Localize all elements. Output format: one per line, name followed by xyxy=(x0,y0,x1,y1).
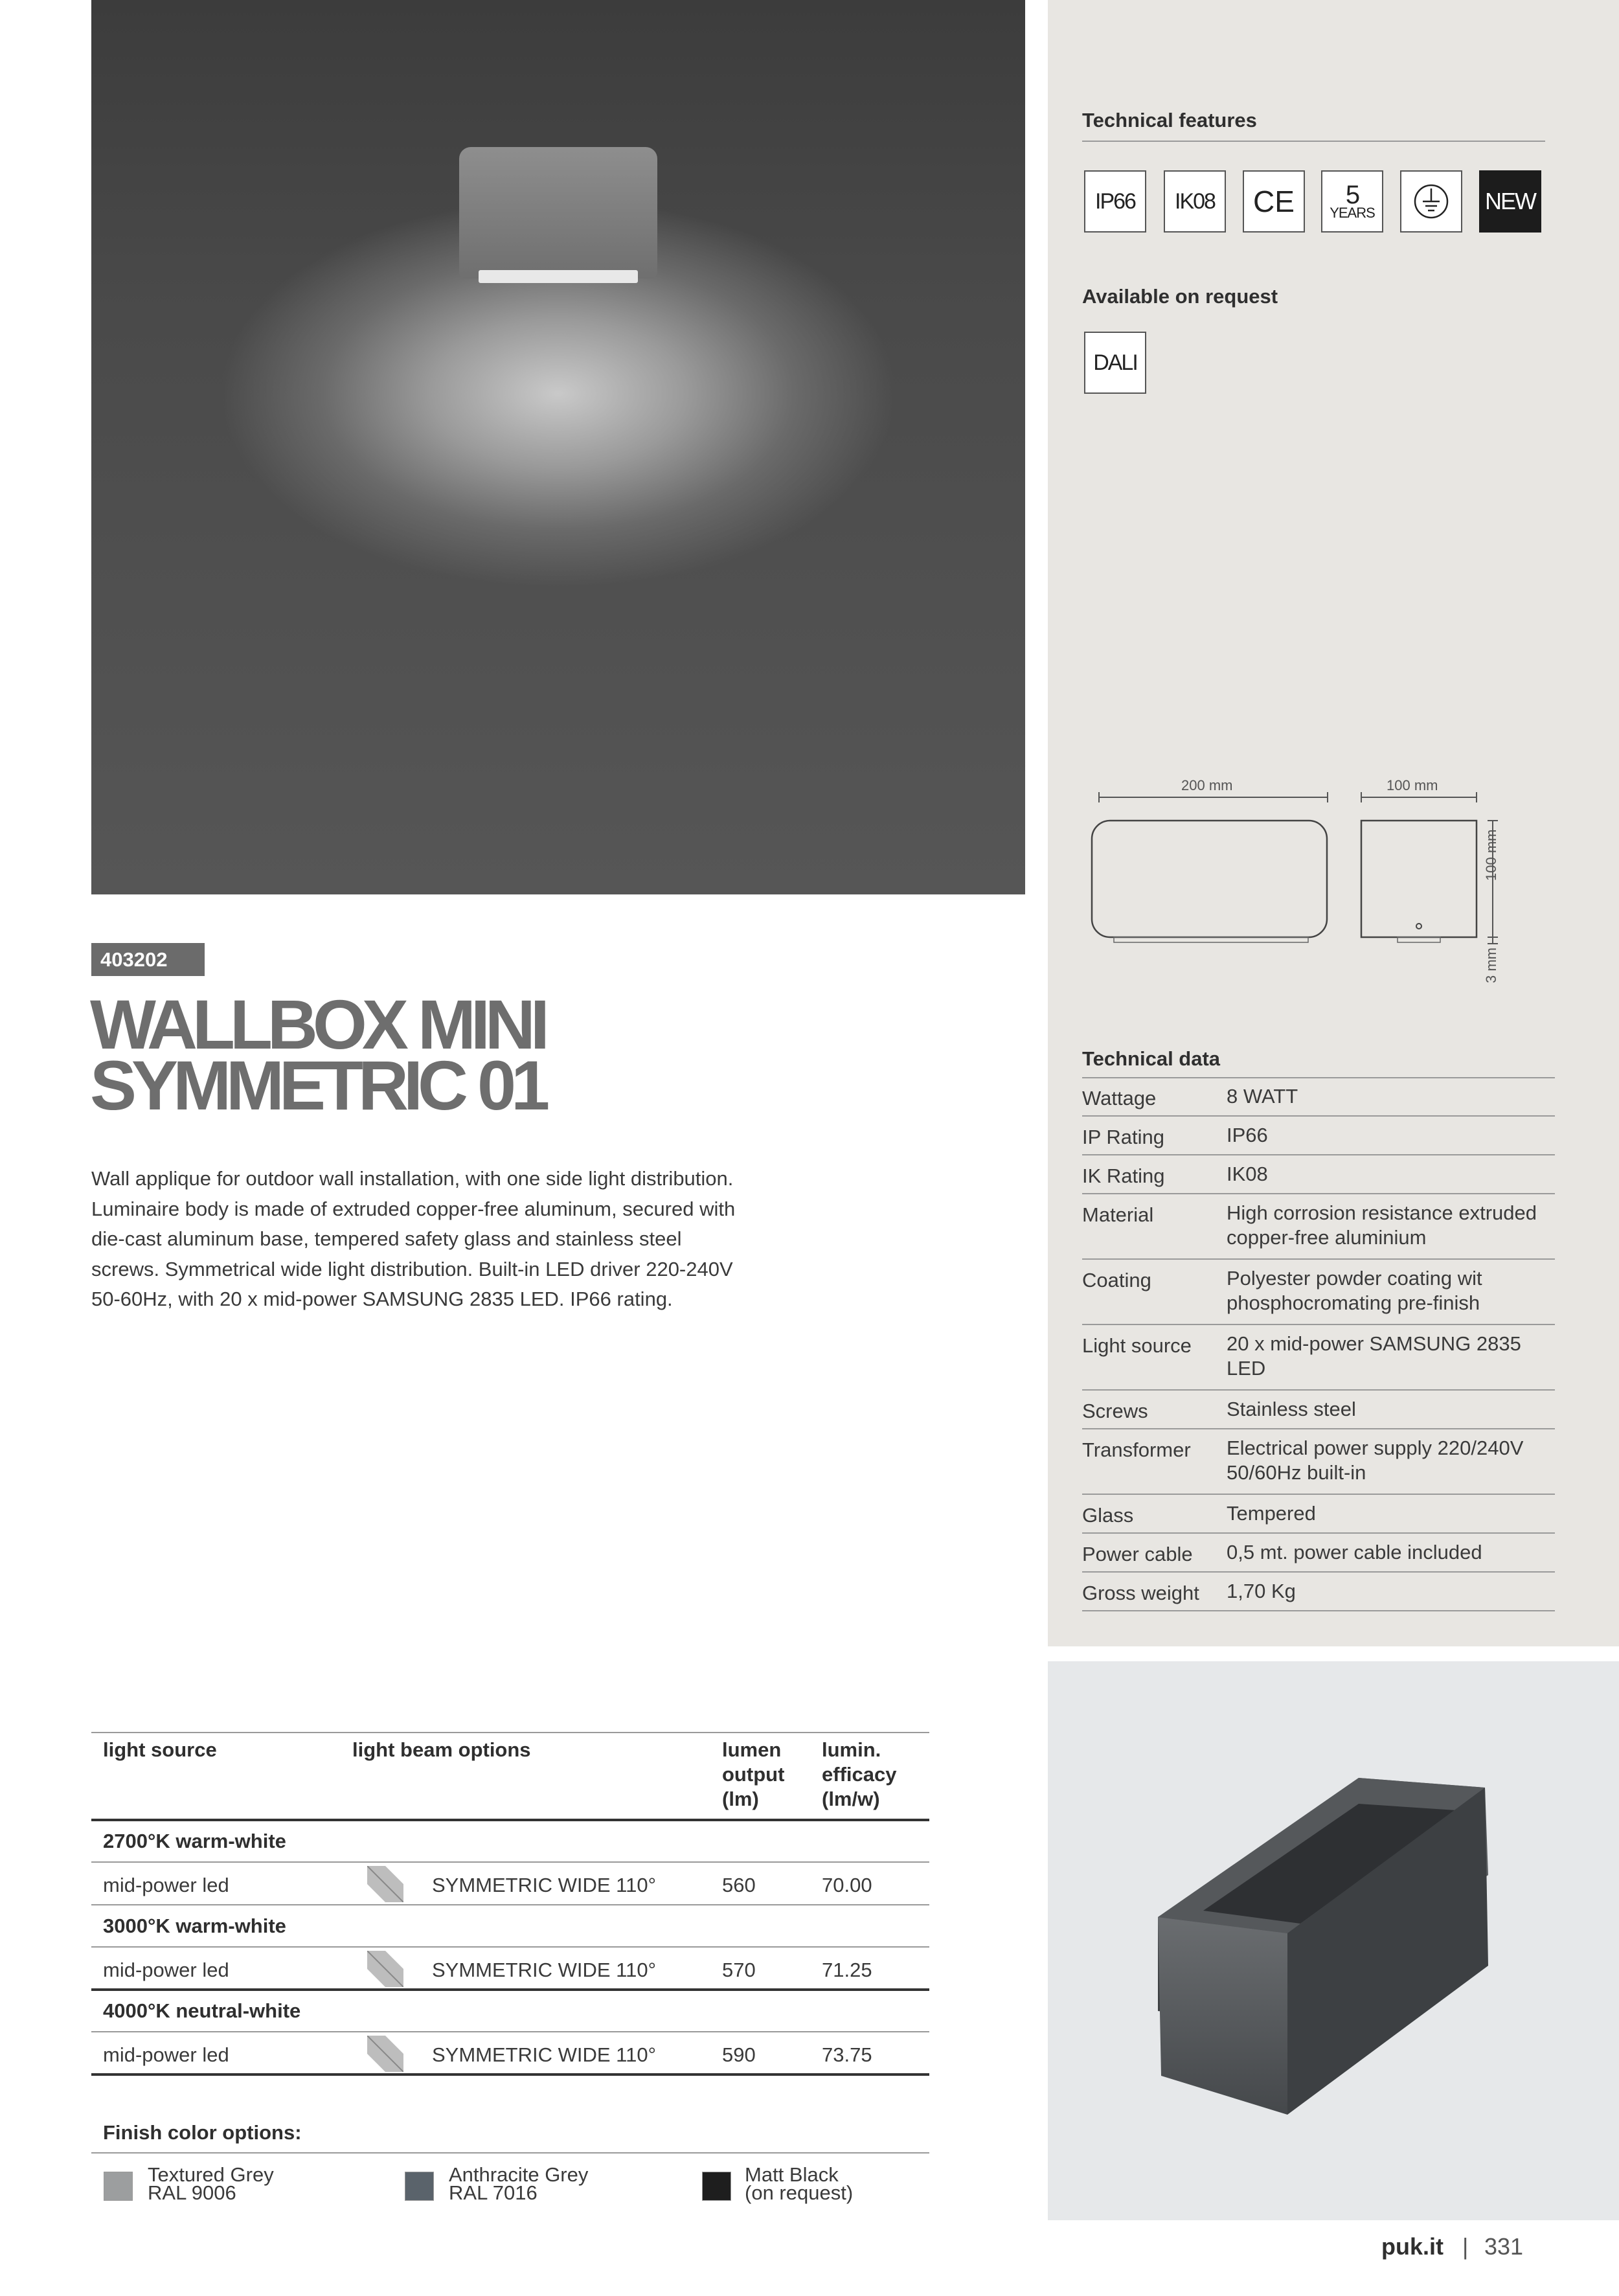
tech-value: 8 WATT xyxy=(1227,1085,1298,1108)
earth-ground-symbol xyxy=(1412,182,1451,221)
dim-depth-label: 100 mm xyxy=(1387,777,1438,793)
product-photo xyxy=(1048,1661,1619,2220)
earth-ground-icon xyxy=(1400,170,1462,233)
divider xyxy=(91,2152,929,2154)
swatch-anthracite-grey xyxy=(405,2172,434,2201)
tech-key: IK Rating xyxy=(1082,1165,1165,1187)
tech-row-gross-weight xyxy=(1082,1573,1555,1611)
temp-2700: 2700°K warm-white xyxy=(103,1830,286,1852)
tech-row-ik xyxy=(1082,1155,1555,1194)
swatch-matt-black xyxy=(702,2172,731,2201)
tech-key: Light source xyxy=(1082,1334,1192,1357)
divider xyxy=(91,1904,929,1905)
technical-data-heading: Technical data xyxy=(1082,1047,1221,1070)
divider xyxy=(1082,141,1545,142)
new-label: NEW xyxy=(1485,188,1535,214)
col-light-source: light source xyxy=(103,1738,217,1761)
footer-separator: | xyxy=(1462,2233,1469,2260)
lamp-light-slot xyxy=(479,270,638,283)
swatch-name: Anthracite Grey xyxy=(449,2163,589,2186)
ik08-label: IK08 xyxy=(1175,188,1215,214)
page-number: 331 xyxy=(1484,2233,1524,2260)
lumen-cell: 590 xyxy=(722,2043,756,2066)
tech-value: High corrosion resistance extruded copper-free aluminium xyxy=(1227,1201,1537,1249)
lamp-body xyxy=(459,147,657,278)
tech-key: Wattage xyxy=(1082,1087,1157,1109)
product-title-line1: WALLBOX MINI xyxy=(90,985,545,1063)
source-cell: mid-power led xyxy=(103,1959,229,1981)
technical-features-heading: Technical features xyxy=(1082,109,1257,131)
tech-value: Tempered xyxy=(1227,1502,1316,1525)
tech-key: Screws xyxy=(1082,1400,1148,1422)
dim-height-label: 100 mm xyxy=(1483,829,1499,881)
tech-row-screws xyxy=(1082,1391,1555,1429)
col-lumen-output: lumen output (lm) xyxy=(722,1738,785,1810)
tech-key: Material xyxy=(1082,1203,1154,1226)
tech-key: Power cable xyxy=(1082,1543,1193,1565)
product-description: Wall applique for outdoor wall installation, with one side light distribution. Luminaire body is made of extruded copper-free aluminum, secured with die-cast aluminum base, tempered safety glass and stainless steel screws. Symmetrical wide light distribution. Built-in LED driver 220-240V 50-60Hz, with 20 x mid-power SAMSUNG 2835 LED. IP66 rating. xyxy=(91,1167,736,1310)
swatch-textured-grey xyxy=(104,2172,133,2201)
product-title xyxy=(90,985,545,1124)
col-lumin-efficacy: lumin. efficacy (lm/w) xyxy=(822,1738,897,1810)
tech-value: IK08 xyxy=(1227,1163,1268,1185)
efficacy-cell: 71.25 xyxy=(822,1959,872,1981)
divider xyxy=(91,1861,929,1863)
ip66-badge xyxy=(1084,170,1146,233)
hero-photo xyxy=(91,0,1025,894)
product-render xyxy=(1048,1661,1619,2220)
tech-value: Electrical power supply 220/240V 50/60Hz built-in xyxy=(1227,1437,1524,1484)
tech-value: 20 x mid-power SAMSUNG 2835 LED xyxy=(1227,1332,1521,1380)
ce-badge xyxy=(1243,170,1305,233)
swatch-code: (on request) xyxy=(745,2181,854,2204)
swatch-label xyxy=(449,2163,589,2204)
temp-3000: 3000°K warm-white xyxy=(103,1915,286,1937)
tech-row-light-source xyxy=(1082,1325,1555,1391)
new-badge xyxy=(1479,170,1541,233)
dim-offset-label: 3 mm xyxy=(1483,948,1499,983)
dali-badge xyxy=(1084,332,1146,394)
tech-row-wattage xyxy=(1082,1078,1555,1117)
swatch-name: Textured Grey xyxy=(148,2163,274,2186)
tech-row-transformer xyxy=(1082,1429,1555,1495)
swatch-code: RAL 7016 xyxy=(449,2181,538,2204)
footer-site: puk.it xyxy=(1381,2233,1444,2260)
tech-value: IP66 xyxy=(1227,1124,1268,1146)
source-cell: mid-power led xyxy=(103,2043,229,2066)
table-top-rule xyxy=(91,1732,929,1733)
header-rule xyxy=(91,1819,929,1821)
lumen-cell: 560 xyxy=(722,1874,756,1896)
dimension-drawing xyxy=(1088,774,1502,994)
efficacy-cell: 70.00 xyxy=(822,1874,872,1896)
product-code: 403202 xyxy=(91,943,205,976)
swatch-code: RAL 9006 xyxy=(148,2181,236,2204)
tech-key: IP Rating xyxy=(1082,1126,1164,1148)
beam-cell: SYMMETRIC WIDE 110° xyxy=(432,2043,656,2066)
dim-width-label: 200 mm xyxy=(1181,777,1233,793)
tech-value: Polyester powder coating wit phosphocromating pre-finish xyxy=(1227,1267,1482,1314)
tech-row-material xyxy=(1082,1194,1555,1260)
tech-key: Coating xyxy=(1082,1269,1151,1291)
beam-cell: SYMMETRIC WIDE 110° xyxy=(432,1874,656,1896)
warranty-years-label: YEARS xyxy=(1330,205,1375,221)
warranty-years-number: 5 xyxy=(1345,181,1359,209)
symmetric-beam-icon xyxy=(367,1866,403,1902)
col-beam-options: light beam options xyxy=(352,1738,531,1761)
available-on-request-heading: Available on request xyxy=(1082,285,1278,308)
product-title-line2: SYMMETRIC 01 xyxy=(90,1046,545,1124)
divider xyxy=(91,1946,929,1948)
tech-row-glass xyxy=(1082,1495,1555,1534)
tech-value: Stainless steel xyxy=(1227,1398,1356,1420)
dali-label: DALI xyxy=(1093,350,1137,375)
tech-row-coating xyxy=(1082,1260,1555,1325)
tech-row-ip xyxy=(1082,1117,1555,1155)
swatch-name: Matt Black xyxy=(745,2163,839,2186)
tech-key: Gross weight xyxy=(1082,1582,1199,1604)
ce-label: CE xyxy=(1253,185,1295,218)
tech-value: 1,70 Kg xyxy=(1227,1580,1296,1602)
beam-cell: SYMMETRIC WIDE 110° xyxy=(432,1959,656,1981)
warranty-badge xyxy=(1321,170,1383,233)
tech-key: Glass xyxy=(1082,1504,1134,1527)
tech-key: Transformer xyxy=(1082,1438,1191,1461)
lumen-cell: 570 xyxy=(722,1959,756,1981)
tech-value: 0,5 mt. power cable included xyxy=(1227,1541,1482,1563)
swatch-label xyxy=(148,2163,274,2204)
efficacy-cell: 73.75 xyxy=(822,2043,872,2066)
temp-4000: 4000°K neutral-white xyxy=(103,1999,301,2022)
symmetric-beam-icon xyxy=(367,1951,403,1987)
tech-row-power-cable xyxy=(1082,1534,1555,1573)
finish-title: Finish color options: xyxy=(103,2121,302,2144)
source-cell: mid-power led xyxy=(103,1874,229,1896)
symmetric-beam-icon xyxy=(367,2036,403,2072)
table-bottom-rule xyxy=(91,2073,929,2076)
swatch-label xyxy=(745,2163,854,2204)
ip66-label: IP66 xyxy=(1095,188,1135,214)
group-rule xyxy=(91,1988,929,1991)
divider xyxy=(91,2031,929,2032)
ik08-badge xyxy=(1164,170,1226,233)
